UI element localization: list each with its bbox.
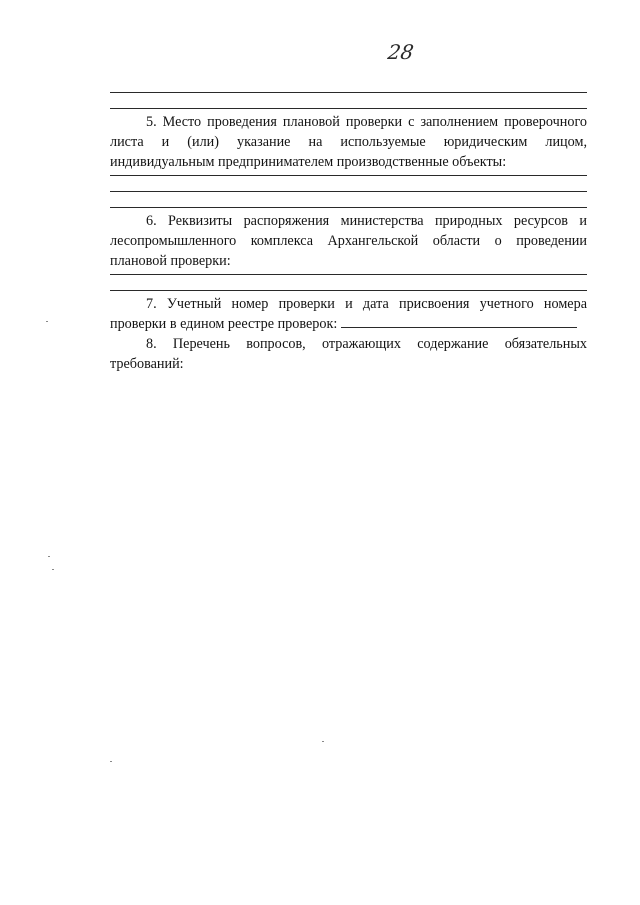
section-5-line-2: листа и (или) указание на используемые юридическим лицом, <box>110 134 587 150</box>
blank-fill-line <box>110 207 587 208</box>
scan-speck <box>110 761 112 762</box>
section-6-paragraph <box>110 211 587 271</box>
blank-fill-line <box>110 175 587 176</box>
handwritten-page-number: 28 <box>386 40 416 64</box>
scan-speck <box>48 556 50 557</box>
section-8-paragraph <box>110 334 587 374</box>
section-6-line-1: 6. Реквизиты распоряжения министерства природных ресурсов и <box>146 213 587 229</box>
section-8-line-1: 8. Перечень вопросов, отражающих содержание обязательных <box>146 336 587 352</box>
blank-fill-line <box>110 191 587 192</box>
section-7-label: проверки в едином реестре проверок: <box>110 316 338 332</box>
scan-speck <box>322 741 324 742</box>
scan-speck <box>46 321 48 322</box>
section-6-line-3: плановой проверки: <box>110 253 231 269</box>
blank-fill-line <box>110 274 587 275</box>
blank-fill-line <box>110 92 587 93</box>
section-5-line-3: индивидуальным предпринимателем производственные объекты: <box>110 154 507 170</box>
blank-fill-line <box>110 290 587 291</box>
scan-speck <box>52 569 54 570</box>
section-5-line-1: 5. Место проведения плановой проверки с заполнением проверочного <box>146 114 587 130</box>
section-6-line-2: лесопромышленного комплекса Архангельской области о проведении <box>110 233 587 249</box>
registry-number-fill-line <box>341 315 577 328</box>
section-8-line-2: требований: <box>110 356 184 372</box>
section-7-line-2 <box>110 314 587 334</box>
section-7-paragraph <box>110 294 587 334</box>
blank-fill-line <box>110 108 587 109</box>
section-7-line-1: 7. Учетный номер проверки и дата присвоения учетного номера <box>146 296 587 312</box>
section-5-paragraph <box>110 112 587 172</box>
